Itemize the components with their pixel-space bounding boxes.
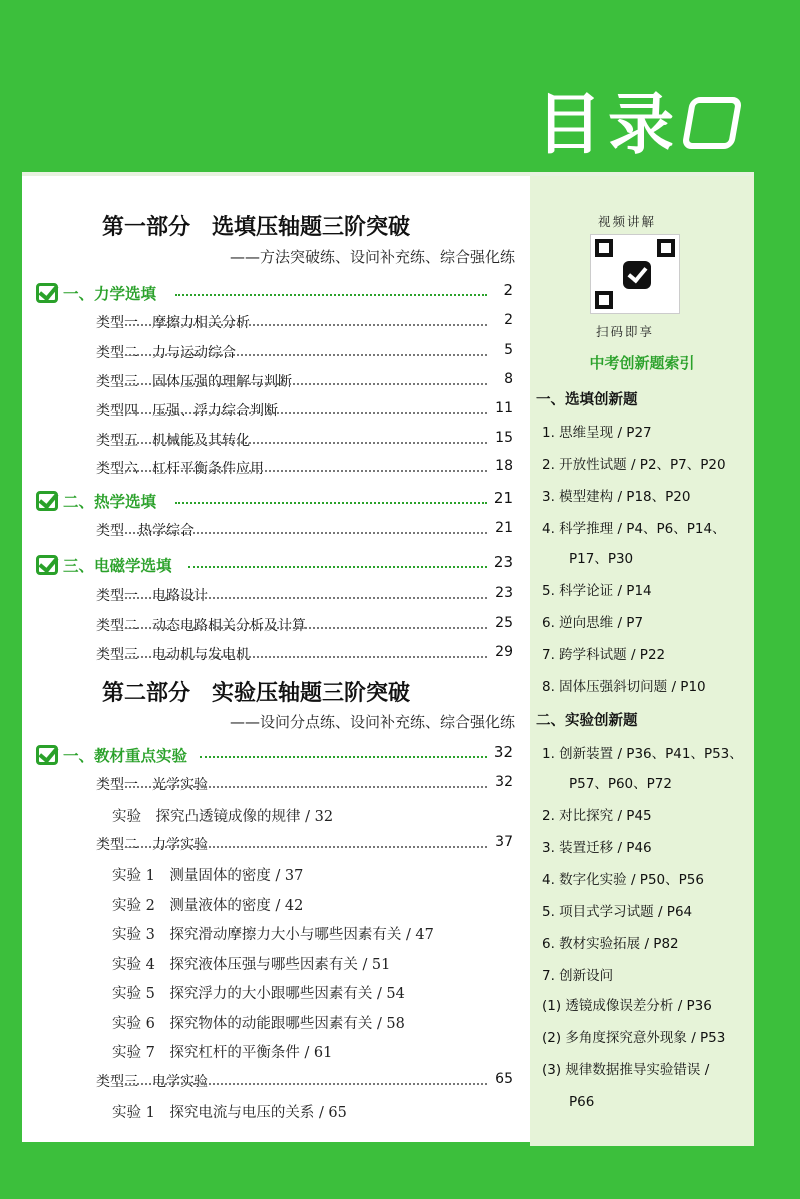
section-heading[interactable] (36, 490, 156, 512)
section-label: 三、电磁学选填 (63, 557, 172, 575)
qr-caption-bottom: 扫码即享 (596, 324, 655, 339)
experiment-item[interactable]: 实验 2 测量液体的密度 / 42 (112, 897, 304, 914)
experiment-item[interactable]: 实验 5 探究浮力的大小跟哪些因素有关 / 54 (112, 986, 405, 1002)
toc-row-label: 类型一 摩擦力相关分析 (96, 312, 254, 332)
section-heading[interactable] (36, 554, 172, 576)
part-subtitle: ——设问分点练、设问补充练、综合强化练 (229, 713, 515, 731)
experiment-item[interactable]: 实验 1 探究电流与电压的关系 / 65 (112, 1105, 347, 1121)
toc-row[interactable] (22, 342, 527, 364)
index-item[interactable]: P66 (542, 1094, 595, 1110)
index-item[interactable]: 1. 创新装置 / P36、P41、P53、 (542, 746, 743, 762)
qr-corner (657, 239, 675, 257)
title-decoration-icon (681, 97, 742, 149)
qr-corner (595, 291, 613, 309)
checkbox-icon (36, 283, 58, 303)
toc-title-text: 目录 (536, 86, 680, 163)
index-item[interactable]: 5. 项目式学习试题 / P64 (542, 904, 693, 920)
toc-row-label: 类型三 电动机与发电机 (96, 644, 254, 664)
index-group-heading: 二、实验创新题 (536, 713, 638, 729)
toc-row-page: 2 (501, 312, 513, 328)
toc-row[interactable] (22, 371, 527, 393)
toc-row-leader (116, 846, 487, 848)
toc-row[interactable] (22, 520, 527, 542)
toc-row-label: 类型三 电学实验 (96, 1071, 212, 1091)
section-label: 二、热学选填 (63, 493, 157, 511)
content-panel (22, 172, 754, 1142)
toc-row-page: 8 (501, 371, 513, 387)
section-page: 21 (493, 489, 513, 507)
toc-row[interactable] (22, 644, 527, 666)
experiment-item[interactable]: 实验 探究凸透镜成像的规律 / 32 (112, 809, 334, 825)
toc-row-page: 65 (492, 1071, 513, 1087)
toc-row-label: 类型五 机械能及其转化 (96, 430, 254, 450)
experiment-item[interactable]: 实验 1 测量固体的密度 / 37 (112, 868, 304, 884)
part-title: 第二部分 实验压轴题三阶突破 (102, 681, 411, 706)
part-subtitle: ——方法突破练、设问补充练、综合强化练 (229, 248, 515, 266)
toc-row-page: 37 (492, 834, 513, 850)
toc-row-leader (116, 597, 487, 599)
toc-row-leader (116, 383, 487, 385)
toc-row-label: 类型二 力与运动综合 (96, 342, 240, 362)
toc-row[interactable] (22, 400, 527, 422)
toc-row-page: 21 (492, 520, 513, 536)
toc-row-page: 23 (492, 585, 513, 601)
qr-code-icon[interactable] (590, 234, 680, 314)
experiment-item[interactable]: 实验 7 探究杠杆的平衡条件 / 61 (112, 1045, 333, 1061)
index-item[interactable]: 1. 思维呈现 / P27 (542, 425, 652, 441)
toc-row[interactable] (22, 615, 527, 637)
toc-row[interactable] (22, 458, 527, 480)
index-item[interactable]: 5. 科学论证 / P14 (542, 583, 652, 599)
section-heading[interactable] (36, 282, 156, 304)
toc-row-leader (116, 324, 487, 326)
toc-row[interactable] (22, 774, 527, 796)
experiment-item[interactable]: 实验 3 探究滑动摩擦力大小与哪些因素有关 / 47 (112, 927, 434, 943)
index-item[interactable]: (2) 多角度探究意外现象 / P53 (542, 1030, 726, 1046)
toc-row-leader (116, 442, 487, 444)
checkbox-icon (36, 491, 58, 511)
toc-row-page: 11 (492, 400, 513, 416)
toc-row[interactable] (22, 1071, 527, 1093)
check-icon (623, 261, 651, 289)
section-leader (175, 502, 487, 504)
toc-row-leader (116, 532, 487, 534)
section-leader (175, 294, 487, 296)
index-item[interactable]: (3) 规律数据推导实验错误 / (542, 1062, 710, 1078)
part-title: 第一部分 选填压轴题三阶突破 (102, 215, 411, 240)
toc-row-label: 类型六 杠杆平衡条件应用 (96, 458, 268, 478)
index-item[interactable]: 8. 固体压强斜切问题 / P10 (542, 679, 706, 695)
toc-row-leader (116, 1083, 487, 1085)
toc-row-leader (116, 470, 487, 472)
toc-row-leader (116, 412, 487, 414)
section-leader (188, 566, 487, 568)
toc-row-page: 18 (492, 458, 513, 474)
toc-row-page: 15 (492, 430, 513, 446)
toc-row-page: 29 (492, 644, 513, 660)
toc-row-leader (116, 354, 487, 356)
section-leader (200, 756, 487, 758)
toc-row-leader (116, 656, 487, 658)
toc-row-leader (116, 627, 487, 629)
index-item[interactable]: 4. 数字化实验 / P50、P56 (542, 872, 704, 888)
qr-caption-top: 视频讲解 (598, 214, 657, 229)
checkbox-icon (36, 745, 58, 765)
toc-row[interactable] (22, 834, 527, 856)
toc-row[interactable] (22, 585, 527, 607)
toc-row-label: 类型四 压强、浮力综合判断 (96, 400, 282, 420)
innovation-index-sidebar (530, 176, 754, 1146)
index-title: 中考创新题索引 (589, 354, 695, 372)
index-item[interactable]: (1) 透镜成像误差分析 / P36 (542, 998, 712, 1014)
index-item[interactable]: 2. 对比探究 / P45 (542, 808, 652, 824)
experiment-item[interactable]: 实验 4 探究液体压强与哪些因素有关 / 51 (112, 956, 391, 973)
toc-row-page: 32 (492, 774, 513, 790)
toc-row-page: 25 (492, 615, 513, 631)
toc-row[interactable] (22, 430, 527, 452)
section-page: 32 (493, 743, 513, 761)
index-item[interactable]: 4. 科学推理 / P4、P6、P14、 (542, 521, 726, 537)
toc-row-page: 5 (501, 342, 513, 358)
toc-row-label: 类型三 固体压强的理解与判断 (96, 371, 296, 391)
toc-row-label: 类型一 光学实验 (96, 774, 212, 794)
index-item[interactable]: 7. 创新设问 (542, 968, 614, 984)
section-label: 一、教材重点实验 (63, 747, 188, 765)
checkbox-icon (36, 555, 58, 575)
index-item[interactable]: 6. 逆向思维 / P7 (542, 615, 644, 631)
toc-title (536, 86, 738, 163)
toc-row-label: 类型二 力学实验 (96, 834, 212, 854)
toc-row[interactable] (22, 312, 527, 334)
qr-corner (595, 239, 613, 257)
index-item[interactable]: 7. 跨学科试题 / P22 (542, 647, 666, 663)
index-item[interactable]: P17、P30 (542, 551, 634, 567)
toc-row-label: 类型 热学综合 (96, 520, 198, 540)
index-item[interactable]: P57、P60、P72 (542, 776, 672, 792)
index-item[interactable]: 2. 开放性试题 / P2、P7、P20 (542, 457, 726, 473)
experiment-item[interactable]: 实验 6 探究物体的动能跟哪些因素有关 / 58 (112, 1015, 405, 1032)
section-heading[interactable] (36, 744, 187, 766)
section-page: 2 (503, 281, 513, 299)
index-item[interactable]: 6. 教材实验拓展 / P82 (542, 936, 679, 952)
section-label: 一、力学选填 (63, 285, 157, 303)
toc-row-label: 类型一 电路设计 (96, 585, 212, 605)
index-item[interactable]: 3. 装置迁移 / P46 (542, 840, 652, 856)
index-item[interactable]: 3. 模型建构 / P18、P20 (542, 489, 691, 505)
toc-row-leader (116, 786, 487, 788)
index-group-heading: 一、选填创新题 (536, 392, 638, 408)
section-page: 23 (493, 553, 513, 571)
toc-row-label: 类型二 动态电路相关分析及计算 (96, 615, 310, 635)
